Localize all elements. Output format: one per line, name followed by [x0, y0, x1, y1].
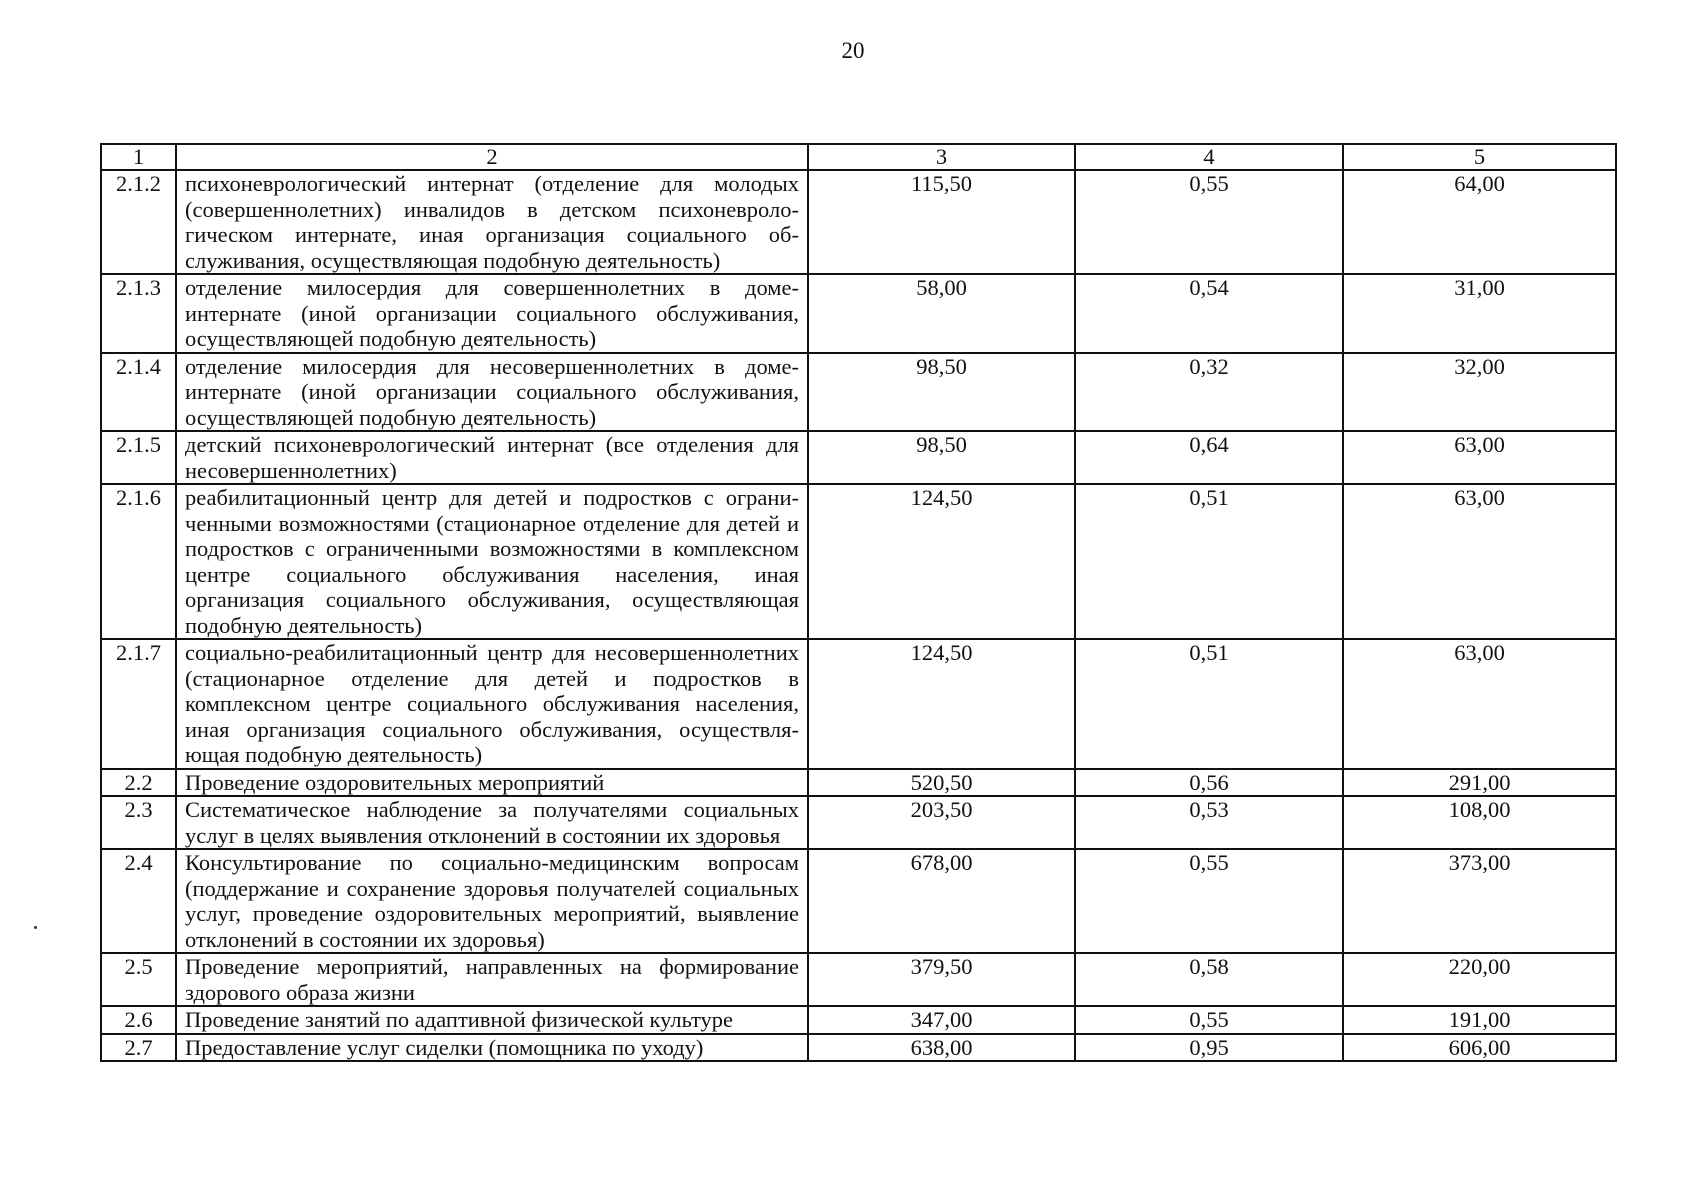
table-row	[101, 170, 1616, 274]
row-value-col-5: 373,00	[1343, 849, 1616, 953]
table-row	[101, 796, 1616, 849]
row-value-col-5: 63,00	[1343, 431, 1616, 484]
row-description: Проведение мероприятий, направленных на формирование здорового образа жизни	[176, 953, 808, 1006]
row-value-col-3: 124,50	[808, 639, 1075, 769]
row-value-col-5: 63,00	[1343, 639, 1616, 769]
row-description: психоневрологический интернат (отделение для молодых (совершеннолетних) инвалидов в детском психоневрологическом интернате, иная организация социального обслуживания, осуществляющая подобную деятельность)	[176, 170, 808, 274]
row-value-col-5: 108,00	[1343, 796, 1616, 849]
row-description: детский психоневрологический интернат (все отделения для несовершеннолетних)	[176, 431, 808, 484]
row-value-col-4: 0,54	[1075, 274, 1343, 353]
row-value-col-4: 0,32	[1075, 353, 1343, 432]
row-value-col-3: 98,50	[808, 431, 1075, 484]
table-row	[101, 953, 1616, 1006]
table-row	[101, 769, 1616, 797]
row-description: социально-реабилитационный центр для несовершеннолетних (стационарное отделение для детей и подростков в комплексном центре социального обслуживания населения, иная организация социального обслуживания, осуществляющая подобную деятельность)	[176, 639, 808, 769]
row-value-col-3: 203,50	[808, 796, 1075, 849]
table-row	[101, 484, 1616, 639]
table-header-row	[101, 144, 1616, 170]
row-value-col-3: 638,00	[808, 1034, 1075, 1062]
table-row	[101, 274, 1616, 353]
row-value-col-5: 606,00	[1343, 1034, 1616, 1062]
header-col-2: 2	[176, 144, 808, 170]
row-value-col-4: 0,58	[1075, 953, 1343, 1006]
header-col-1: 1	[101, 144, 176, 170]
row-number: 2.1.6	[101, 484, 176, 639]
header-col-4: 4	[1075, 144, 1343, 170]
header-col-3: 3	[808, 144, 1075, 170]
row-number: 2.1.4	[101, 353, 176, 432]
table-row	[101, 1034, 1616, 1062]
row-number: 2.1.3	[101, 274, 176, 353]
row-number: 2.7	[101, 1034, 176, 1062]
header-col-5: 5	[1343, 144, 1616, 170]
row-value-col-5: 64,00	[1343, 170, 1616, 274]
row-value-col-3: 678,00	[808, 849, 1075, 953]
row-value-col-3: 115,50	[808, 170, 1075, 274]
row-description: Проведение занятий по адаптивной физической культуре	[176, 1006, 808, 1034]
row-number: 2.6	[101, 1006, 176, 1034]
row-value-col-4: 0,64	[1075, 431, 1343, 484]
row-value-col-3: 98,50	[808, 353, 1075, 432]
row-value-col-5: 63,00	[1343, 484, 1616, 639]
row-value-col-3: 347,00	[808, 1006, 1075, 1034]
row-number: 2.1.2	[101, 170, 176, 274]
row-description: реабилитационный центр для детей и подростков с ограниченными возможностями (стационарное отделение для детей и подростков с ограниченными возможностями в комплексном центре социального обслуживания населения, иная организация социального обслуживания, осуществляющая подобную деятельность)	[176, 484, 808, 639]
row-value-col-4: 0,53	[1075, 796, 1343, 849]
row-description: отделение милосердия для совершеннолетних в доме-интернате (иной организации социального обслуживания, осуществляющей подобную деятельность)	[176, 274, 808, 353]
row-value-col-4: 0,95	[1075, 1034, 1343, 1062]
stray-dot	[34, 926, 37, 929]
row-value-col-4: 0,55	[1075, 1006, 1343, 1034]
row-value-col-5: 191,00	[1343, 1006, 1616, 1034]
table-row	[101, 1006, 1616, 1034]
row-description: отделение милосердия для несовершеннолетних в доме-интернате (иной организации социального обслуживания, осуществляющей подобную деятельность)	[176, 353, 808, 432]
row-value-col-5: 32,00	[1343, 353, 1616, 432]
row-number: 2.2	[101, 769, 176, 797]
row-number: 2.3	[101, 796, 176, 849]
row-value-col-4: 0,55	[1075, 170, 1343, 274]
row-description: Консультирование по социально-медицинским вопросам (поддержание и сохранение здоровья получателей социальных услуг, проведение оздоровительных мероприятий, выявление отклонений в состоянии их здоровья)	[176, 849, 808, 953]
row-number: 2.1.7	[101, 639, 176, 769]
row-value-col-3: 58,00	[808, 274, 1075, 353]
row-value-col-3: 124,50	[808, 484, 1075, 639]
tariff-table	[100, 143, 1617, 1062]
page-number: 20	[841, 38, 865, 63]
row-number: 2.5	[101, 953, 176, 1006]
row-number: 2.1.5	[101, 431, 176, 484]
row-value-col-4: 0,51	[1075, 639, 1343, 769]
table-row	[101, 639, 1616, 769]
row-value-col-4: 0,51	[1075, 484, 1343, 639]
row-value-col-5: 31,00	[1343, 274, 1616, 353]
row-value-col-4: 0,56	[1075, 769, 1343, 797]
row-value-col-3: 379,50	[808, 953, 1075, 1006]
row-description: Систематическое наблюдение за получателями социальных услуг в целях выявления отклонений в состоянии их здоровья	[176, 796, 808, 849]
row-value-col-3: 520,50	[808, 769, 1075, 797]
table-row	[101, 431, 1616, 484]
row-value-col-5: 220,00	[1343, 953, 1616, 1006]
row-description: Проведение оздоровительных мероприятий	[176, 769, 808, 797]
row-value-col-4: 0,55	[1075, 849, 1343, 953]
table-row	[101, 849, 1616, 953]
table-row	[101, 353, 1616, 432]
row-description: Предоставление услуг сиделки (помощника по уходу)	[176, 1034, 808, 1062]
row-value-col-5: 291,00	[1343, 769, 1616, 797]
row-number: 2.4	[101, 849, 176, 953]
